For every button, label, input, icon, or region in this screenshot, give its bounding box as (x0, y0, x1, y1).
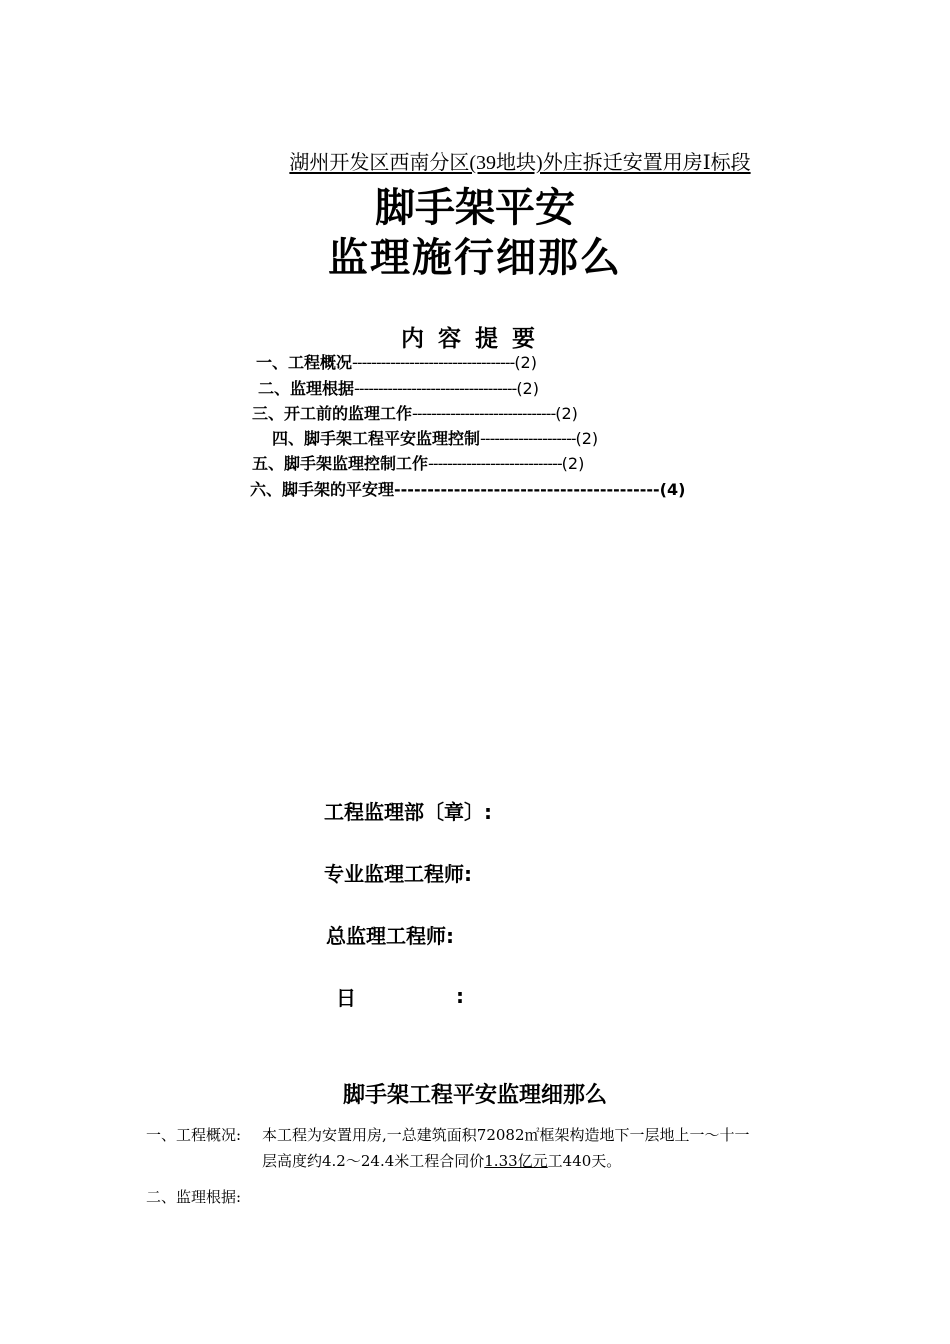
sig-date-colon: : (456, 984, 464, 1008)
toc-item-label: 六、脚手架的平安理 (250, 480, 395, 499)
toc-item-leader: -------------------- (480, 429, 576, 448)
toc-item-page: (2) (514, 353, 537, 372)
contract-price: 1.33亿元 (484, 1152, 548, 1170)
toc-item-page: (2) (575, 429, 599, 448)
toc-item (272, 426, 598, 449)
toc-item-page: (2) (555, 404, 578, 423)
document-title-line2: 监理施行细那么 (328, 235, 622, 281)
project-name: 湖州开发区西南分区(39地块)外庄拆迁安置用房Ⅰ标段 (289, 152, 751, 174)
toc-item-leader: ---------------------------- (428, 454, 562, 473)
sig-date-label: 日 (336, 986, 356, 1010)
body-title: 脚手架工程平安监理细那么 (342, 1083, 607, 1108)
toc-item-leader: ---------------------------------------- (394, 480, 660, 499)
section-2-label: 二、监理根据: (146, 1188, 242, 1206)
toc-item-label: 一、工程概况 (256, 353, 353, 372)
toc-item (252, 401, 578, 424)
toc-heading: 内容提要 (401, 326, 549, 352)
toc-item-label: 二、监理根据 (258, 379, 355, 398)
sig-chief-label: 总监理工程师: (326, 924, 454, 948)
toc-item-label: 四、脚手架工程平安监理控制 (272, 429, 481, 448)
toc-item (256, 350, 537, 373)
section-1-line2-post: 工440天。 (547, 1152, 622, 1170)
toc-item-page: (4) (659, 480, 686, 499)
toc-item (252, 451, 584, 474)
toc-item-leader: ---------------------------------- (352, 353, 515, 372)
toc-item-page: (2) (516, 379, 539, 398)
section-1-label: 一、工程概况: (146, 1126, 242, 1144)
toc-item-label: 三、开工前的监理工作 (252, 404, 413, 423)
toc-item-leader: ---------------------------------- (354, 379, 517, 398)
sig-dept-label: 工程监理部〔章〕: (324, 800, 492, 824)
toc-item-page: (2) (561, 454, 585, 473)
toc-item-label: 五、脚手架监理控制工作 (252, 454, 429, 473)
section-1-line1: 本工程为安置用房,一总建筑面积72082㎡框架构造地下一层地上一～十一 (262, 1126, 750, 1144)
sig-engineer-label: 专业监理工程师: (324, 862, 472, 886)
toc-item (250, 477, 685, 500)
toc-item (258, 376, 539, 399)
toc-item-leader: ------------------------------ (412, 404, 556, 423)
section-1-line2 (262, 1150, 621, 1171)
section-1-line2-pre: 层高度约4.2～24.4米工程合同价 (262, 1152, 485, 1170)
document-title-line1: 脚手架平安 (375, 185, 575, 231)
